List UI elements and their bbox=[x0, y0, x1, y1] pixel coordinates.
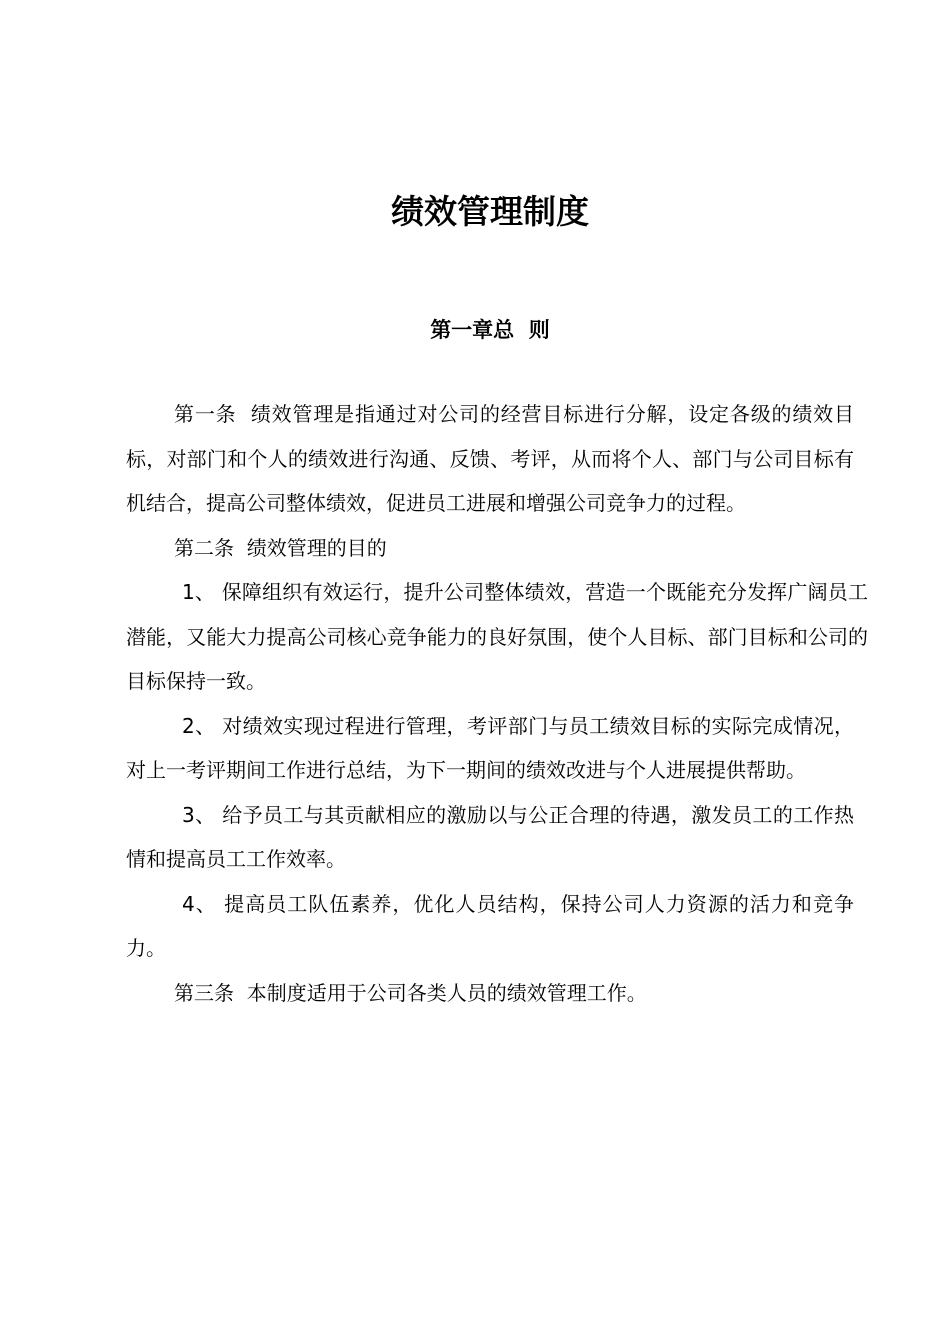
article-2-paragraph: 第二条 绩效管理的目的 bbox=[174, 535, 387, 560]
purpose-item-4: 4、 提高员工队伍素养，优化人员结构，保持公司人力资源的活力和竞争力。 bbox=[126, 891, 854, 960]
purpose-item-3: 3、 给予员工与其贡献相应的激励以与公正合理的待遇，激发员工的工作热情和提高员工工作效率。 bbox=[126, 802, 854, 871]
article-3-paragraph: 第三条 本制度适用于公司各类人员的绩效管理工作。 bbox=[174, 980, 647, 1005]
document-body bbox=[126, 392, 868, 1015]
purpose-item-2: 2、 对绩效实现过程进行管理，考评部门与员工绩效目标的实际完成情况，对上一考评期间工作进行总结，为下一期间的绩效改进与个人进展提供帮助。 bbox=[126, 713, 854, 782]
chapter-title: 第一章总 则 bbox=[430, 318, 550, 342]
article-1-paragraph: 第一条 绩效管理是指通过对公司的经营目标进行分解，设定各级的绩效目标，对部门和个人的绩效进行沟通、反馈、考评，从而将个人、部门与公司目标有机结合，提高公司整体绩效，促进员工进展和增强公司竞争力的过程。 bbox=[126, 402, 854, 515]
purpose-item-1: 1、 保障组织有效运行，提升公司整体绩效，营造一个既能充分发挥广阔员工潜能，又能大力提高公司核心竞争能力的良好氛围，使个人目标、部门目标和公司的目标保持一致。 bbox=[126, 580, 868, 693]
document-title: 绩效管理制度 bbox=[391, 192, 589, 231]
